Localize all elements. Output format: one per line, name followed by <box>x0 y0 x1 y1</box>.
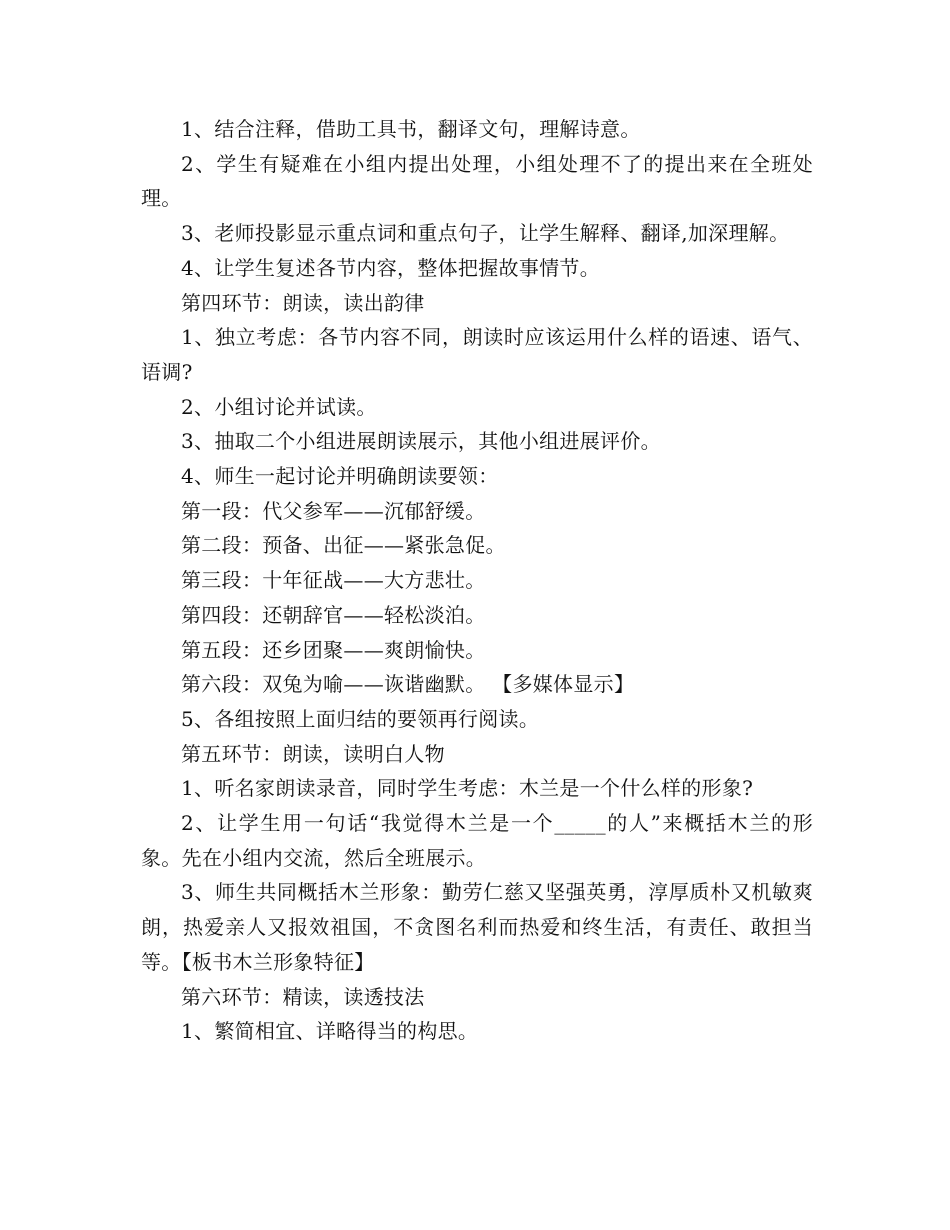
paragraph-group-show: 3、抽取二个小组进展朗读展示，其他小组进展评价。 <box>181 429 661 454</box>
paragraph-essentials: 4、师生一起讨论并明确朗读要领： <box>181 464 499 489</box>
paragraph-one-sentence: 2、让学生用一句话“我觉得木兰是一个_____的人”来概括木兰的形象。先在小组内交流，然后全班展示。 <box>141 811 813 870</box>
paragraph-reading-think: 1、独立考虑：各节内容不同，朗读时应该运用什么样的语速、语气、语调? <box>141 325 813 384</box>
paragraph-mulan-image: 3、师生共同概括木兰形象：勤劳仁慈又坚强英勇，淳厚质朴又机敏爽朗，热爱亲人又报效祖国，不贪图名利而热爱和终生活，有责任、敢担当等。【板书木兰形象特征】 <box>141 880 813 974</box>
paragraph-section-2: 第二段：预备、出征——紧张急促。 <box>181 533 506 558</box>
section-heading-6: 第六环节：精读，读透技法 <box>181 984 425 1009</box>
section-heading-5: 第五环节：朗读，读明白人物 <box>181 741 445 766</box>
paragraph-section-1: 第一段：代父参军——沉郁舒缓。 <box>181 498 486 523</box>
paragraph-section-3: 第三段：十年征战——大方悲壮。 <box>181 568 486 593</box>
paragraph-step-4-retell: 4、让学生复述各节内容，整体把握故事情节。 <box>181 255 601 280</box>
paragraph-group-discuss: 2、小组讨论并试读。 <box>181 394 377 419</box>
document-body <box>141 112 813 1049</box>
section-heading-4: 第四环节：朗读，读出韵律 <box>181 290 425 315</box>
paragraph-reread: 5、各组按照上面归结的要领再行阅读。 <box>181 706 540 731</box>
paragraph-step-2-questions: 2、学生有疑难在小组内提出处理，小组处理不了的提出来在全班处理。 <box>141 151 813 211</box>
paragraph-section-6: 第六段：双兔为喻——诙谐幽默。 【多媒体显示】 <box>181 672 635 697</box>
paragraph-section-4: 第四段：还朝辞官——轻松淡泊。 <box>181 602 486 627</box>
paragraph-step-3-projection: 3、老师投影显示重点词和重点句子，让学生解释、翻译,加深理解。 <box>181 221 790 246</box>
paragraph-step-1-translate: 1、结合注释，借助工具书，翻译文句，理解诗意。 <box>181 117 641 141</box>
paragraph-section-5: 第五段：还乡团聚——爽朗愉快。 <box>181 637 486 662</box>
paragraph-listen-recording: 1、听名家朗读录音，同时学生考虑：木兰是一个什么样的形象? <box>181 776 754 801</box>
paragraph-structure: 1、繁简相宜、详略得当的构思。 <box>181 1019 479 1044</box>
